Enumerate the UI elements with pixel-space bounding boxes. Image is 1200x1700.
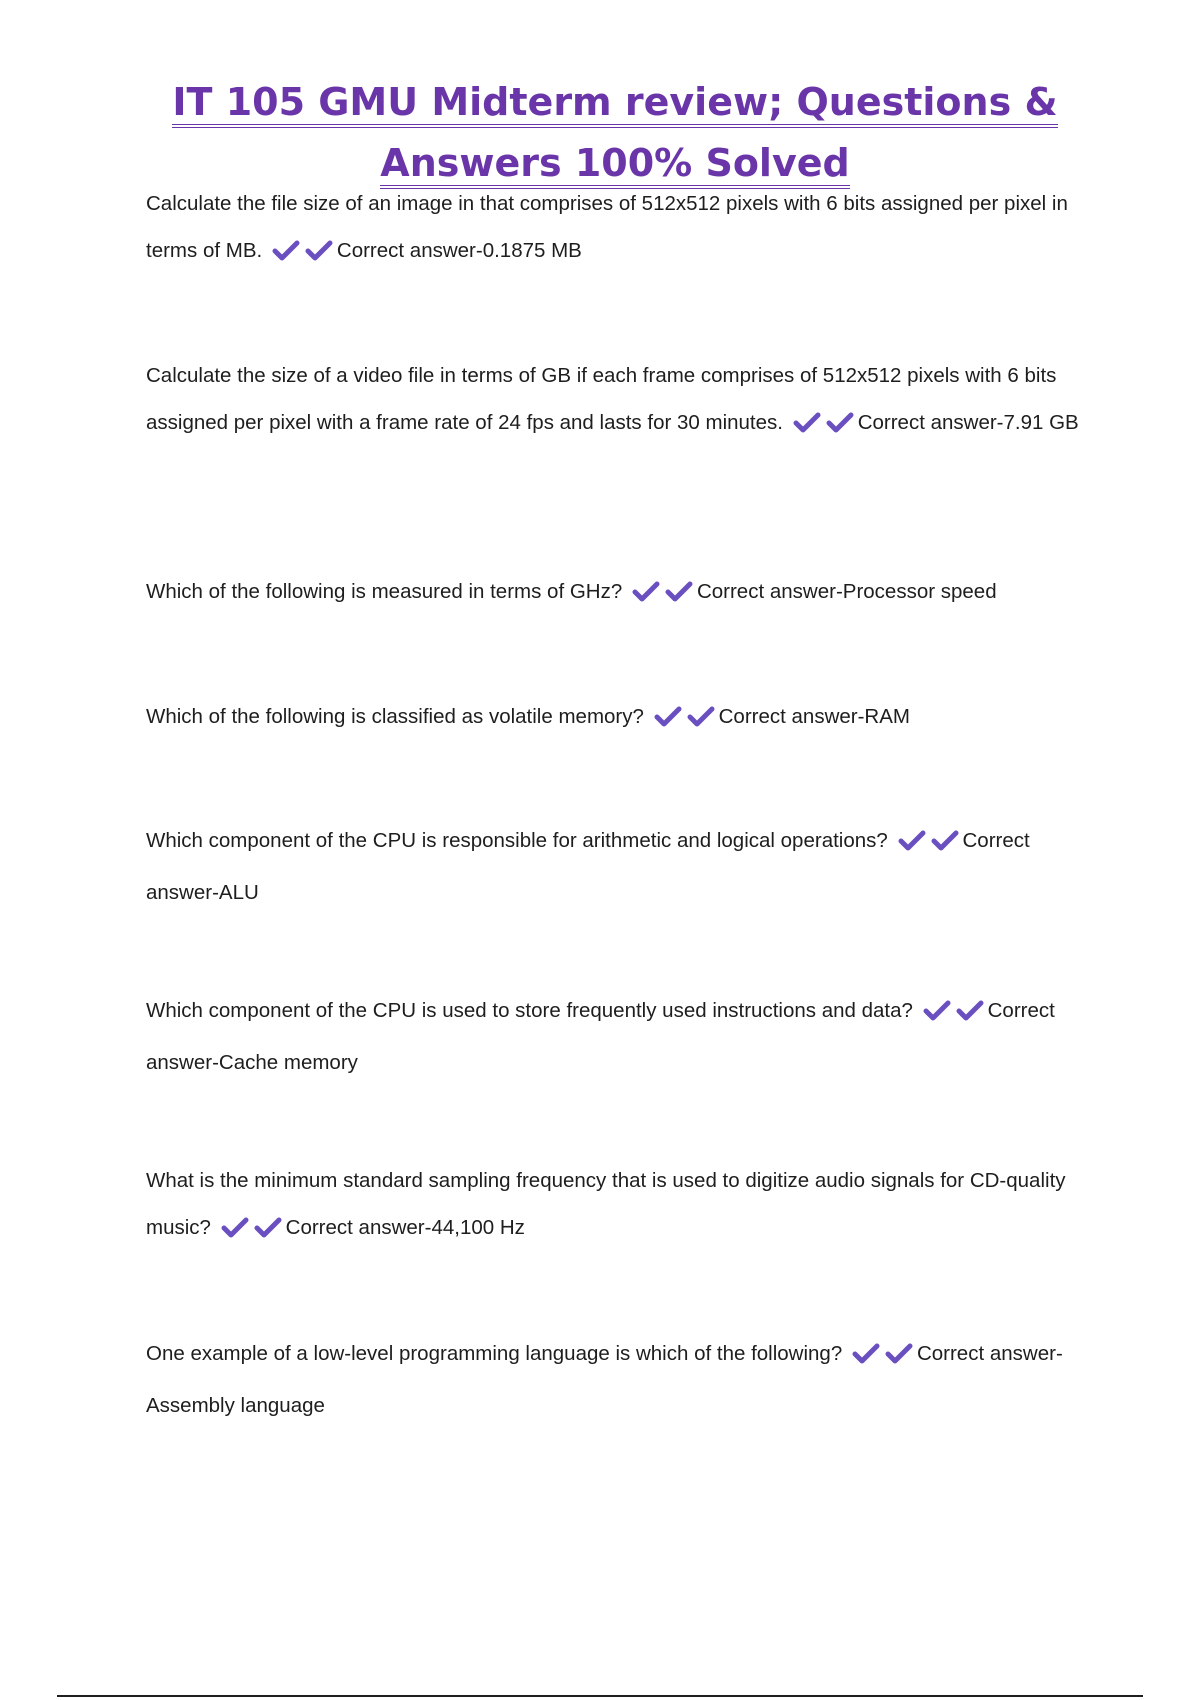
question-text: Calculate the file size of an image in that comprises of 512x512 pixels with 6 bits assigned per pixel in terms of MB. — [146, 192, 1068, 262]
check-icon — [665, 581, 693, 603]
check-icon — [852, 1343, 880, 1365]
page-title — [150, 72, 1080, 194]
question-text: What is the minimum standard sampling frequency that is used to digitize audio signals for CD-quality music? — [146, 1169, 1066, 1239]
qa-item — [146, 987, 1086, 1086]
answer-text: Correct answer-Cache memory — [146, 999, 1055, 1074]
qa-item — [146, 693, 1086, 745]
check-marks — [272, 232, 333, 279]
check-icon — [254, 1217, 282, 1239]
answer-text: Correct answer-0.1875 MB — [336, 239, 582, 262]
check-icon — [221, 1217, 249, 1239]
page-title-text: IT 105 GMU Midterm review; Questions & Answers 100% Solved — [172, 80, 1057, 189]
check-icon — [654, 706, 682, 728]
check-marks — [923, 992, 984, 1039]
question-text: Which component of the CPU is responsible for arithmetic and logical operations? — [146, 829, 888, 852]
question-text: One example of a low-level programming language is which of the following? — [146, 1342, 843, 1365]
answer-text: Correct answer-7.91 GB — [857, 411, 1079, 434]
check-icon — [923, 1000, 951, 1022]
question-text: Which component of the CPU is used to store frequently used instructions and data? — [146, 999, 913, 1022]
check-icon — [898, 830, 926, 852]
answer-text: Correct answer-RAM — [718, 705, 910, 728]
check-marks — [793, 404, 854, 451]
qa-item — [146, 352, 1086, 451]
check-marks — [654, 698, 715, 745]
check-marks — [898, 822, 959, 869]
footer-divider — [57, 1695, 1143, 1697]
qa-item — [146, 1330, 1086, 1429]
qa-item — [146, 180, 1086, 279]
qa-item — [146, 1157, 1086, 1256]
check-icon — [885, 1343, 913, 1365]
check-icon — [272, 240, 300, 262]
check-icon — [632, 581, 660, 603]
qa-item — [146, 568, 1086, 620]
qa-item — [146, 817, 1086, 916]
check-marks — [221, 1209, 282, 1256]
question-text: Calculate the size of a video file in terms of GB if each frame comprises of 512x512 pixels with 6 bits assigned per pixel with a frame rate of 24 fps and lasts for 30 minutes. — [146, 364, 1057, 434]
check-marks — [632, 573, 693, 620]
check-icon — [793, 412, 821, 434]
answer-text: Correct answer-Processor speed — [696, 580, 997, 603]
answer-text: Correct answer-Assembly language — [146, 1342, 1063, 1417]
check-icon — [305, 240, 333, 262]
question-text: Which of the following is classified as volatile memory? — [146, 705, 644, 728]
check-icon — [826, 412, 854, 434]
question-text: Which of the following is measured in terms of GHz? — [146, 580, 623, 603]
check-icon — [956, 1000, 984, 1022]
check-icon — [931, 830, 959, 852]
check-icon — [687, 706, 715, 728]
answer-text: Correct answer-44,100 Hz — [285, 1216, 525, 1239]
answer-text: Correct answer-ALU — [146, 829, 1030, 904]
check-marks — [852, 1335, 913, 1382]
